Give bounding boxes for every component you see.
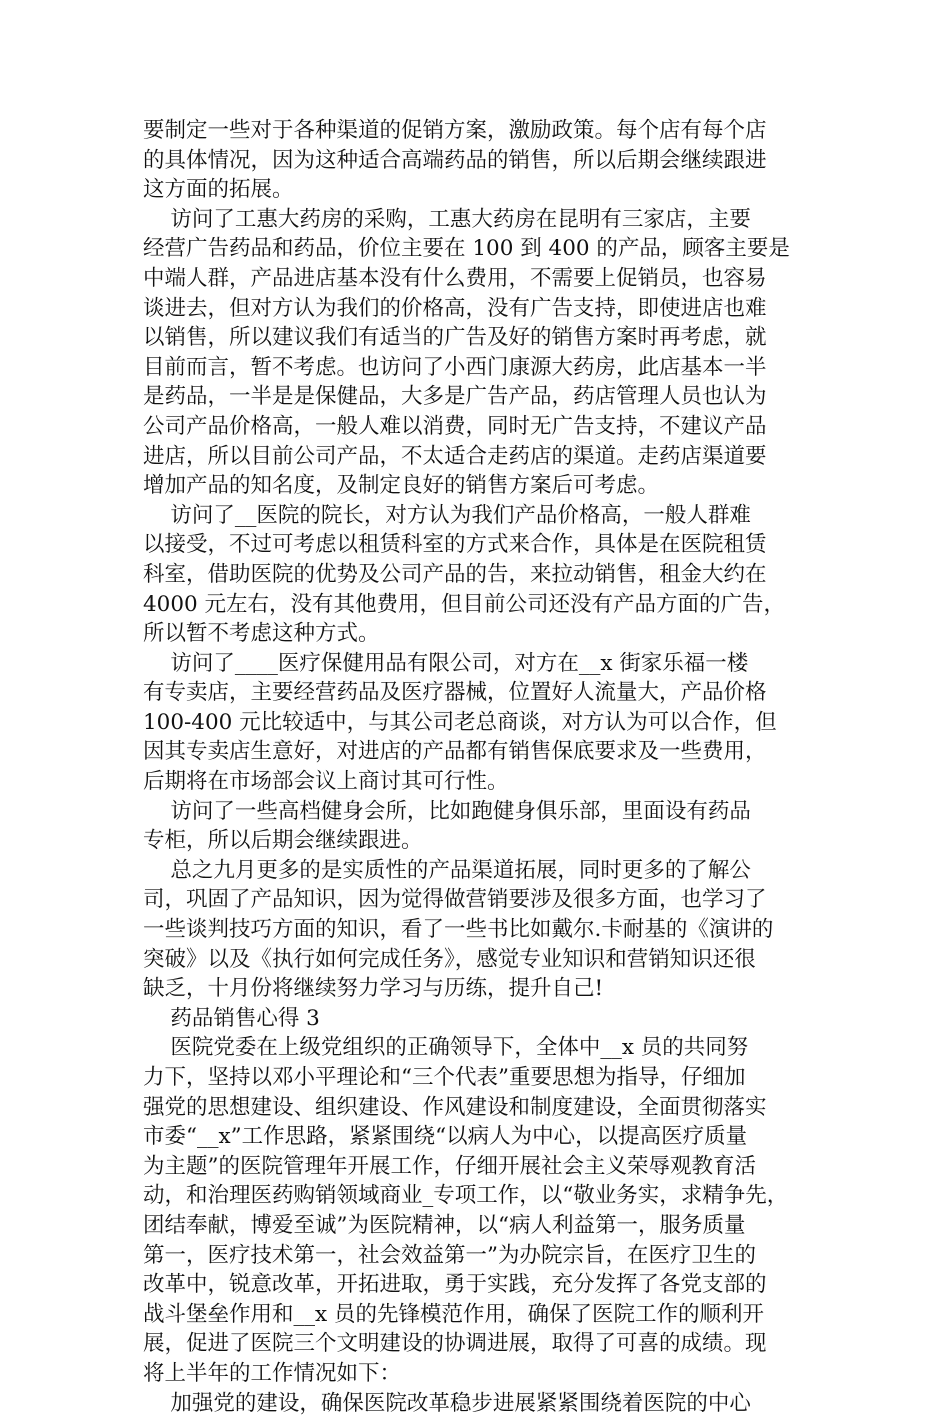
text-line: 后期将在市场部会议上商讨其可行性。 (143, 769, 509, 795)
text-line: 强党的思想建设、组织建设、作风建设和制度建设，全面贯彻落实 (143, 1094, 767, 1120)
text-line: 经营广告药品和药品，价位主要在 100 到 400 的产品，顾客主要是 (143, 236, 790, 262)
text-line: 是药品，一半是是保健品，大多是广告产品，药店管理人员也认为 (143, 384, 767, 410)
text-line: 以销售，所以建议我们有适当的广告及好的销售方案时再考虑，就 (143, 325, 767, 351)
text-line: 这方面的拓展。 (143, 177, 294, 203)
document-body (143, 116, 810, 1418)
text-line: 4000 元左右，没有其他费用，但目前公司还没有产品方面的广告， (143, 591, 786, 617)
text-line: 医院党委在上级党组织的正确领导下，全体中__x 员的共同努 (143, 1035, 749, 1061)
text-line: 突破》以及《执行如何完成任务》，感觉专业知识和营销知识还很 (143, 946, 756, 972)
text-line: 因其专卖店生意好，对进店的产品都有销售保底要求及一些费用， (143, 739, 767, 765)
text-line: 访问了__医院的院长，对方认为我们产品价格高，一般人群难 (143, 502, 751, 528)
text-line: 目前而言，暂不考虑。也访问了小西门康源大药房，此店基本一半 (143, 354, 767, 380)
text-line: 展，促进了医院三个文明建设的协调进展，取得了可喜的成绩。现 (143, 1331, 767, 1357)
text-line: 缺乏，十月份将继续努力学习与历练，提升自己! (143, 976, 604, 1002)
text-line: 公司产品价格高，一般人难以消费，同时无广告支持，不建议产品 (143, 413, 767, 439)
text-line: 有专卖店，主要经营药品及医疗器械，位置好人流量大，产品价格 (143, 680, 767, 706)
text-line: 访问了一些高档健身会所，比如跑健身俱乐部，里面设有药品 (143, 798, 751, 824)
text-line: 100-400 元比较适中，与其公司老总商谈，对方认为可以合作，但 (143, 709, 777, 735)
text-line: 改革中，锐意改革，开拓进取，勇于实践，充分发挥了各党支部的 (143, 1272, 767, 1298)
text-line: 为主题”的医院管理年开展工作，仔细开展社会主义荣辱观教育活 (143, 1153, 756, 1179)
text-line: 市委“__x”工作思路，紧紧围绕“以病人为中心，以提高医疗质量 (143, 1124, 748, 1150)
text-line: 力下，坚持以邓小平理论和“三个代表”重要思想为指导，仔细加 (143, 1065, 746, 1090)
text-line: 加强党的建设，确保医院改革稳步进展紧紧围绕着医院的中心 (143, 1390, 751, 1416)
text-line: 进店，所以目前公司产品，不太适合走药店的渠道。走药店渠道要 (143, 443, 767, 469)
text-line: 动，和治理医药购销领域商业_专项工作，以“敬业务实，求精争先， (143, 1183, 789, 1209)
text-line: 科室，借助医院的优势及公司产品的告，来拉动销售，租金大约在 (143, 561, 767, 587)
text-line: 增加产品的知名度，及制定良好的销售方案后可考虑。 (143, 473, 660, 499)
text-line: 团结奉献，博爱至诚”为医院精神，以“病人利益第一，服务质量 (143, 1212, 746, 1238)
text-line: 谈进去，但对方认为我们的价格高，没有广告支持，即使进店也难 (143, 295, 767, 321)
text-line: 总之九月更多的是实质性的产品渠道拓展，同时更多的了解公 (143, 857, 751, 883)
text-line: 一些谈判技巧方面的知识，看了一些书比如戴尔.卡耐基的《演讲的 (143, 917, 774, 943)
text-line: 所以暂不考虑这种方式。 (143, 621, 380, 647)
text-line: 战斗堡垒作用和__x 员的先锋模范作用，确保了医院工作的顺利开 (143, 1301, 764, 1327)
text-line: 要制定一些对于各种渠道的促销方案，激励政策。每个店有每个店 (143, 118, 767, 143)
text-line: 司，巩固了产品知识，因为觉得做营销要涉及很多方面，也学习了 (143, 887, 767, 913)
text-line: 访问了____医疗保健用品有限公司，对方在__x 街家乐福一楼 (143, 650, 749, 676)
text-line: 第一，医疗技术第一，社会效益第一”为办院宗旨，在医疗卫生的 (143, 1242, 756, 1268)
text-line: 专柜，所以后期会继续跟进。 (143, 828, 423, 854)
text-line: 以接受，不过可考虑以租赁科室的方式来合作，具体是在医院租赁 (143, 532, 767, 558)
section-heading: 药品销售心得 3 (143, 1005, 320, 1031)
text-line: 访问了工惠大药房的采购，工惠大药房在昆明有三家店，主要 (143, 206, 751, 232)
text-line: 将上半年的工作情况如下： (143, 1360, 402, 1386)
text-line: 中端人群，产品进店基本没有什么费用，不需要上促销员，也容易 (143, 265, 767, 291)
text-line: 的具体情况，因为这种适合高端药品的销售，所以后期会继续跟进 (143, 147, 767, 173)
